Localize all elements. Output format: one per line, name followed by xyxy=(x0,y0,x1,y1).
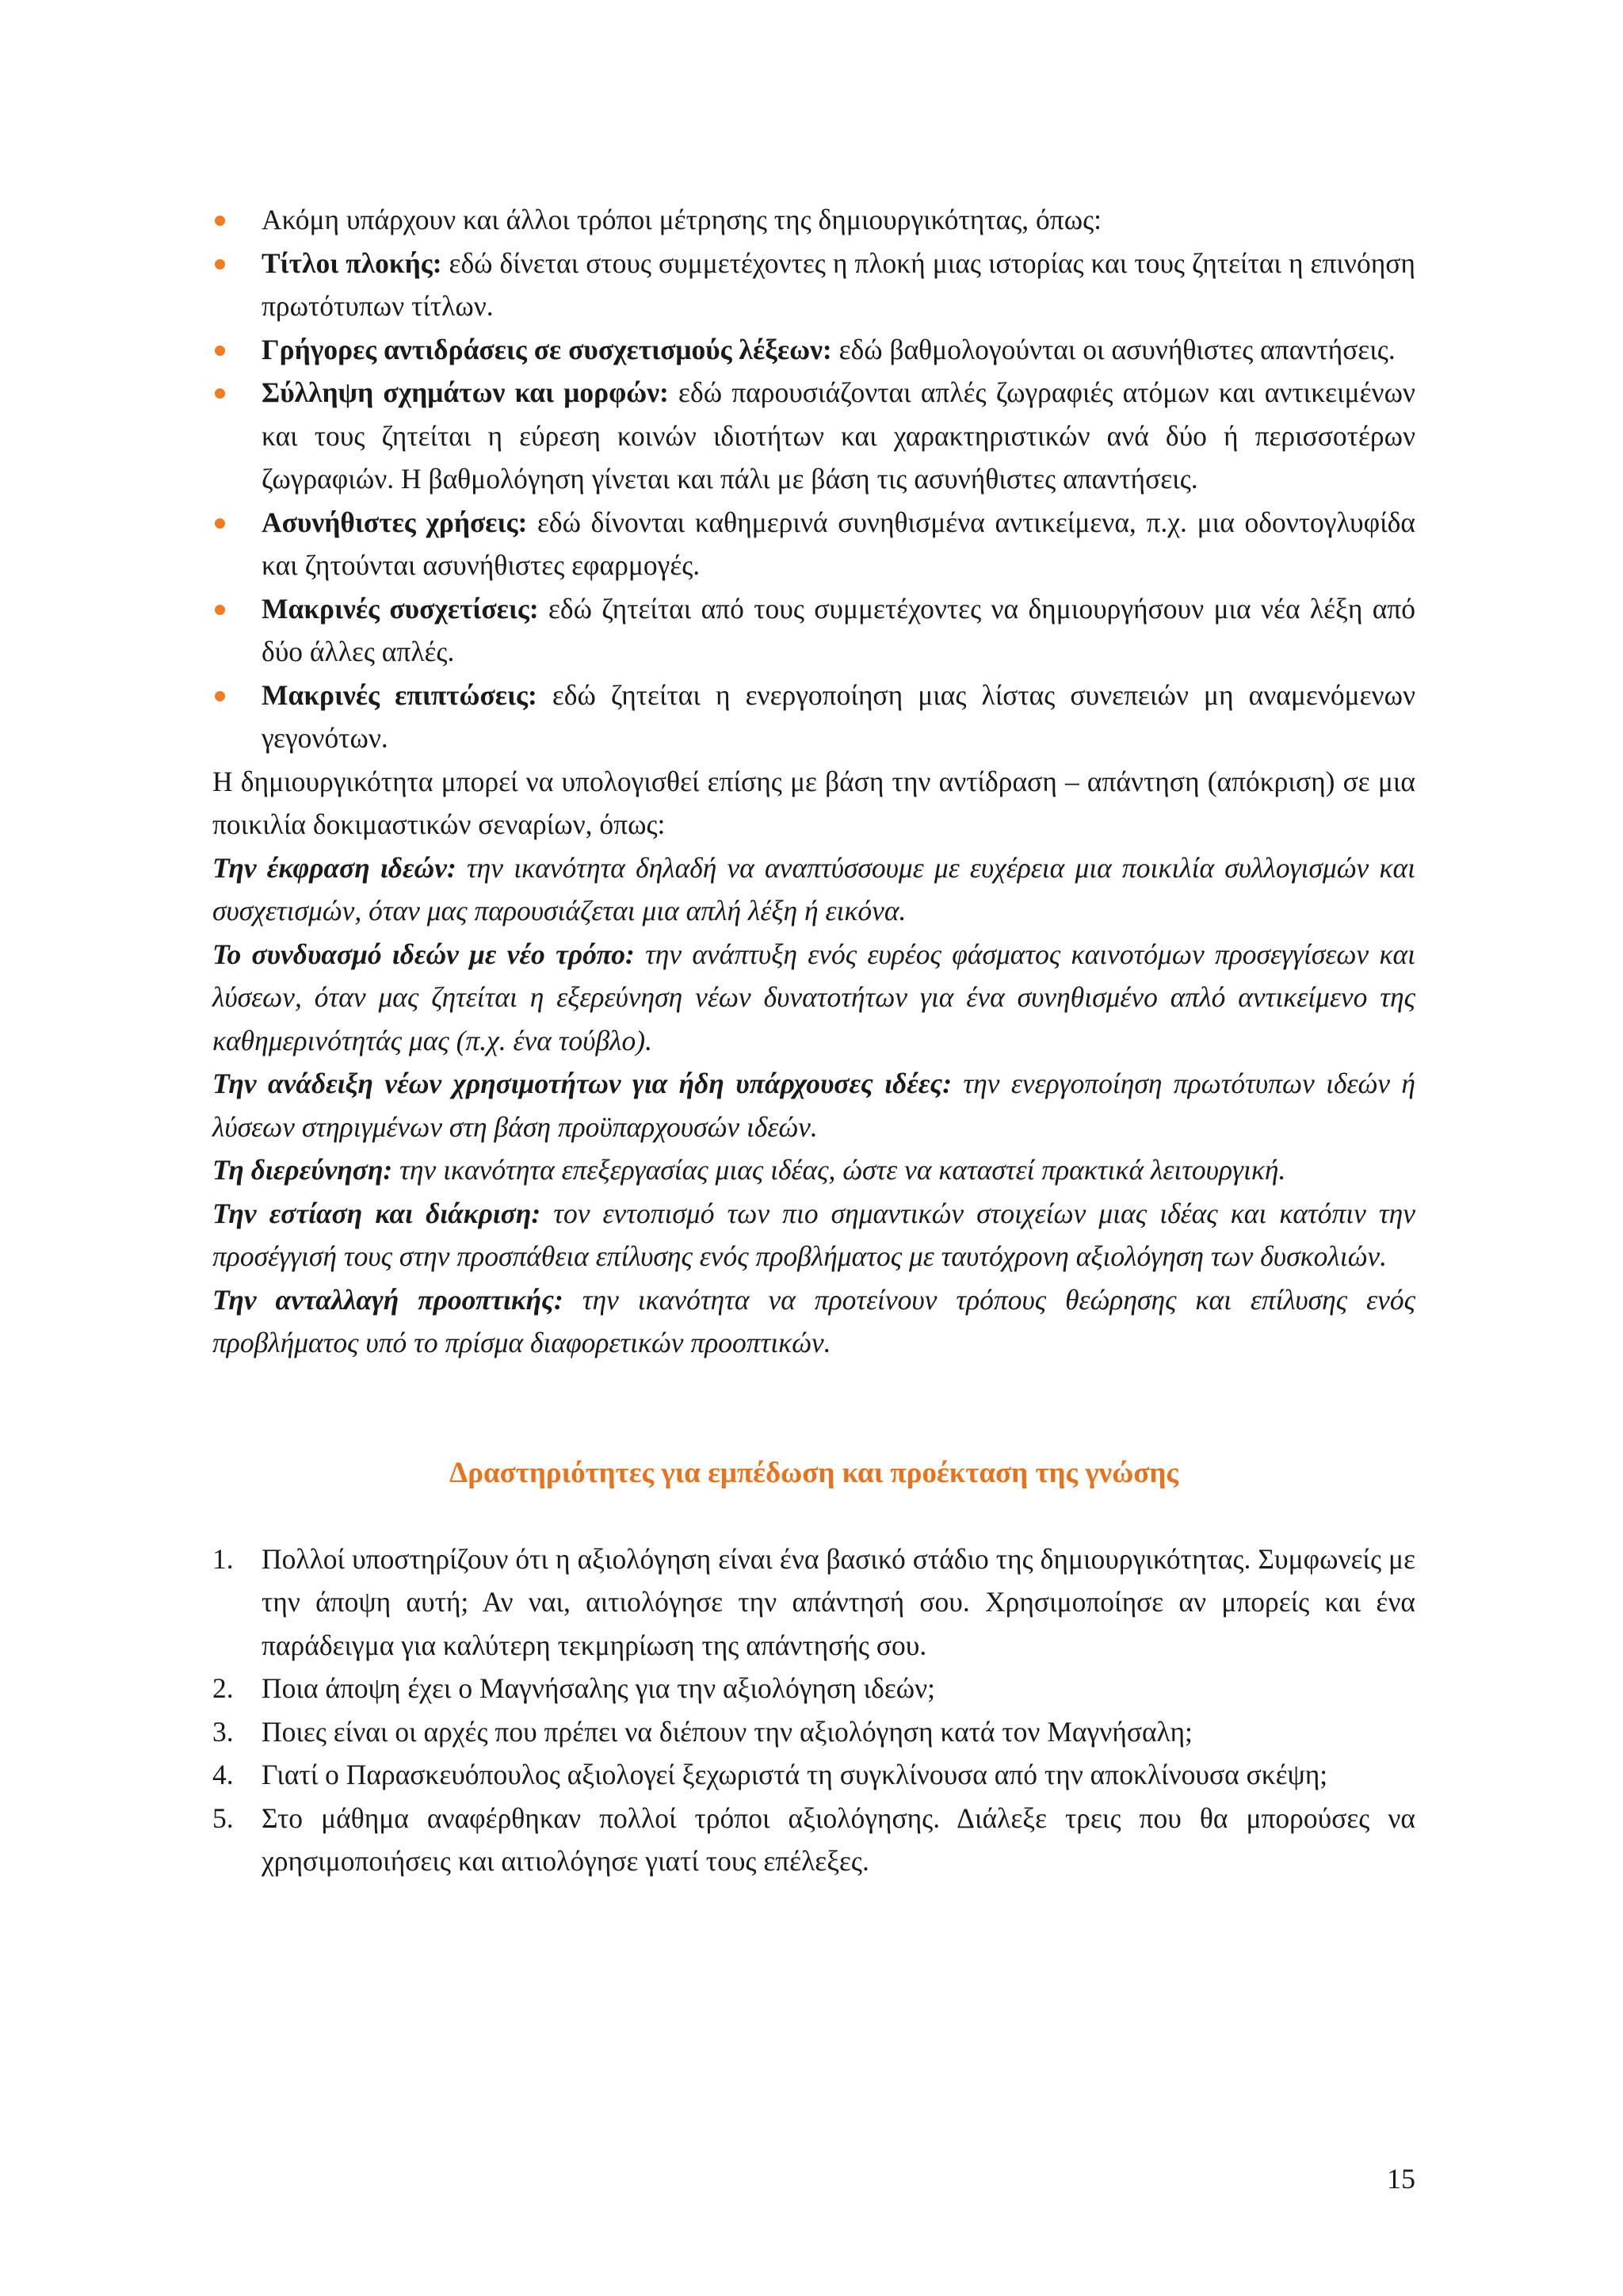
measurement-methods-list xyxy=(212,198,1415,760)
bullet-icon xyxy=(215,216,225,226)
scenario-paragraph: Την εστίαση και διάκριση: τον εντοπισμό των πιο σημαντικών στοιχείων μιας ιδέας και κατόπιν την προσέγγισή τους στην προσπάθεια επίλυσης ενός προβλήματος με ταυτόχρονη αξιολόγηση των δυσκολιών. xyxy=(212,1197,1416,1272)
activities-list xyxy=(212,1538,1415,1883)
bullet-icon xyxy=(215,259,225,269)
scenario-paragraph: Τη διερεύνηση: την ικανότητα επεξεργασίας μιας ιδέας, ώστε να καταστεί πρακτικά λειτουργική. xyxy=(212,1154,1286,1186)
activities-heading: Δραστηριότητες για εμπέδωση και προέκταση της γνώσης xyxy=(449,1456,1178,1489)
list-item: Σύλληψη σχημάτων και μορφών: εδώ παρουσιάζονται απλές ζωγραφιές ατόμων και αντικειμένων και τους ζητείται η εύρεση κοινών ιδιοτήτων και χαρακτηριστικών ανά δύο ή περισσοτέρων ζωγραφιών. Η βαθμολόγηση γίνεται και πάλι με βάση τις ασυνήθιστες απαντήσεις. xyxy=(212,371,1415,501)
list-item: Ασυνήθιστες χρήσεις: εδώ δίνονται καθημερινά συνηθισμένα αντικείμενα, π.χ. μια οδοντογλυφίδα και ζητούνται ασυνήθιστες εφαρμογές. xyxy=(212,501,1415,587)
scenarios-block xyxy=(212,846,1415,1365)
bullet-icon xyxy=(215,691,225,701)
list-item: 1. Πολλοί υποστηρίζουν ότι η αξιολόγηση είναι ένα βασικό στάδιο της δημιουργικότητας. Συμφωνείς με την άποψη αυτή; Αν ναι, αιτιολόγησε την απάντησή σου. Χρησιμοποίησε αν μπορείς και ένα παράδειγμα για καλύτερη τεκμηρίωση της απάντησής σου. xyxy=(212,1538,1415,1668)
list-item: 3. Ποιες είναι οι αρχές που πρέπει να διέπουν την αξιολόγηση κατά τον Μαγνήσαλη; xyxy=(212,1710,1415,1754)
list-item: Γρήγορες αντιδράσεις σε συσχετισμούς λέξεων: εδώ βαθμολογούνται οι ασυνήθιστες απαντήσεις. xyxy=(212,328,1415,372)
item-number: 2. xyxy=(212,1672,234,1704)
intro-paragraph: Η δημιουργικότητα μπορεί να υπολογισθεί επίσης με βάση την αντίδραση – απάντηση (απόκριση) σε μια ποικιλία δοκιμαστικών σεναρίων, όπως: xyxy=(212,765,1415,840)
bullet-icon xyxy=(215,388,225,399)
bullet-icon xyxy=(215,605,225,615)
list-item: Μακρινές συσχετίσεις: εδώ ζητείται από τους συμμετέχοντες να δημιουργήσουν μια νέα λέξη από δύο άλλες απλές. xyxy=(212,587,1415,674)
list-item: 5. Στο μάθημα αναφέρθηκαν πολλοί τρόποι αξιολόγησης. Διάλεξε τρεις που θα μπορούσες να χρησιμοποιήσεις και αιτιολόγησε γιατί τους επέλεξες. xyxy=(212,1797,1415,1883)
scenario-paragraph: Την έκφραση ιδεών: την ικανότητα δηλαδή να αναπτύσσουμε με ευχέρεια μια ποικιλία συλλογισμών και συσχετισμών, όταν μας παρουσιάζεται μια απλή λέξη ή εικόνα. xyxy=(212,851,1415,926)
list-item: 4. Γιατί ο Παρασκευόπουλος αξιολογεί ξεχωριστά τη συγκλίνουσα από την αποκλίνουσα σκέψη; xyxy=(212,1753,1415,1797)
page-content xyxy=(212,198,1415,1883)
item-number: 5. xyxy=(212,1801,234,1834)
bullet-icon xyxy=(215,518,225,529)
scenario-paragraph: Την ανταλλαγή προοπτικής: την ικανότητα να προτείνουν τρόπους θεώρησης και επίλυσης ενός προβλήματος υπό το πρίσμα διαφορετικών προοπτικών. xyxy=(212,1283,1415,1358)
bullet-icon xyxy=(215,346,225,356)
page-number: 15 xyxy=(1387,2163,1415,2195)
item-number: 4. xyxy=(212,1759,234,1790)
item-number: 3. xyxy=(212,1715,234,1748)
list-item: Ακόμη υπάρχουν και άλλοι τρόποι μέτρησης της δημιουργικότητας, όπως: xyxy=(212,198,1415,242)
scenario-paragraph: Το συνδυασμό ιδεών με νέο τρόπο: την ανάπτυξη ενός ευρέος φάσματος καινοτόμων προσεγγίσεων και λύσεων, όταν μας ζητείται η εξερεύνηση νέων δυνατοτήτων για ένα συνηθισμένο απλό αντικείμενο της καθημερινότητάς μας (π.χ. ένα τούβλο). xyxy=(212,938,1415,1056)
item-number: 1. xyxy=(212,1542,234,1575)
list-item: Τίτλοι πλοκής: εδώ δίνεται στους συμμετέχοντες η πλοκή μιας ιστορίας και τους ζητείται η επινόηση πρωτότυπων τίτλων. xyxy=(212,242,1415,328)
list-item: 2. Ποια άποψη έχει ο Μαγνήσαλης για την αξιολόγηση ιδεών; xyxy=(212,1667,1415,1710)
scenario-paragraph: Την ανάδειξη νέων χρησιμοτήτων για ήδη υπάρχουσες ιδέες: την ενεργοποίηση πρωτότυπων ιδεών ή λύσεων στηριγμένων στη βάση προϋπαρχουσών ιδεών. xyxy=(212,1068,1415,1143)
list-item: Μακρινές επιπτώσεις: εδώ ζητείται η ενεργοποίηση μιας λίστας συνεπειών μη αναμενόμενων γεγονότων. xyxy=(212,674,1415,760)
